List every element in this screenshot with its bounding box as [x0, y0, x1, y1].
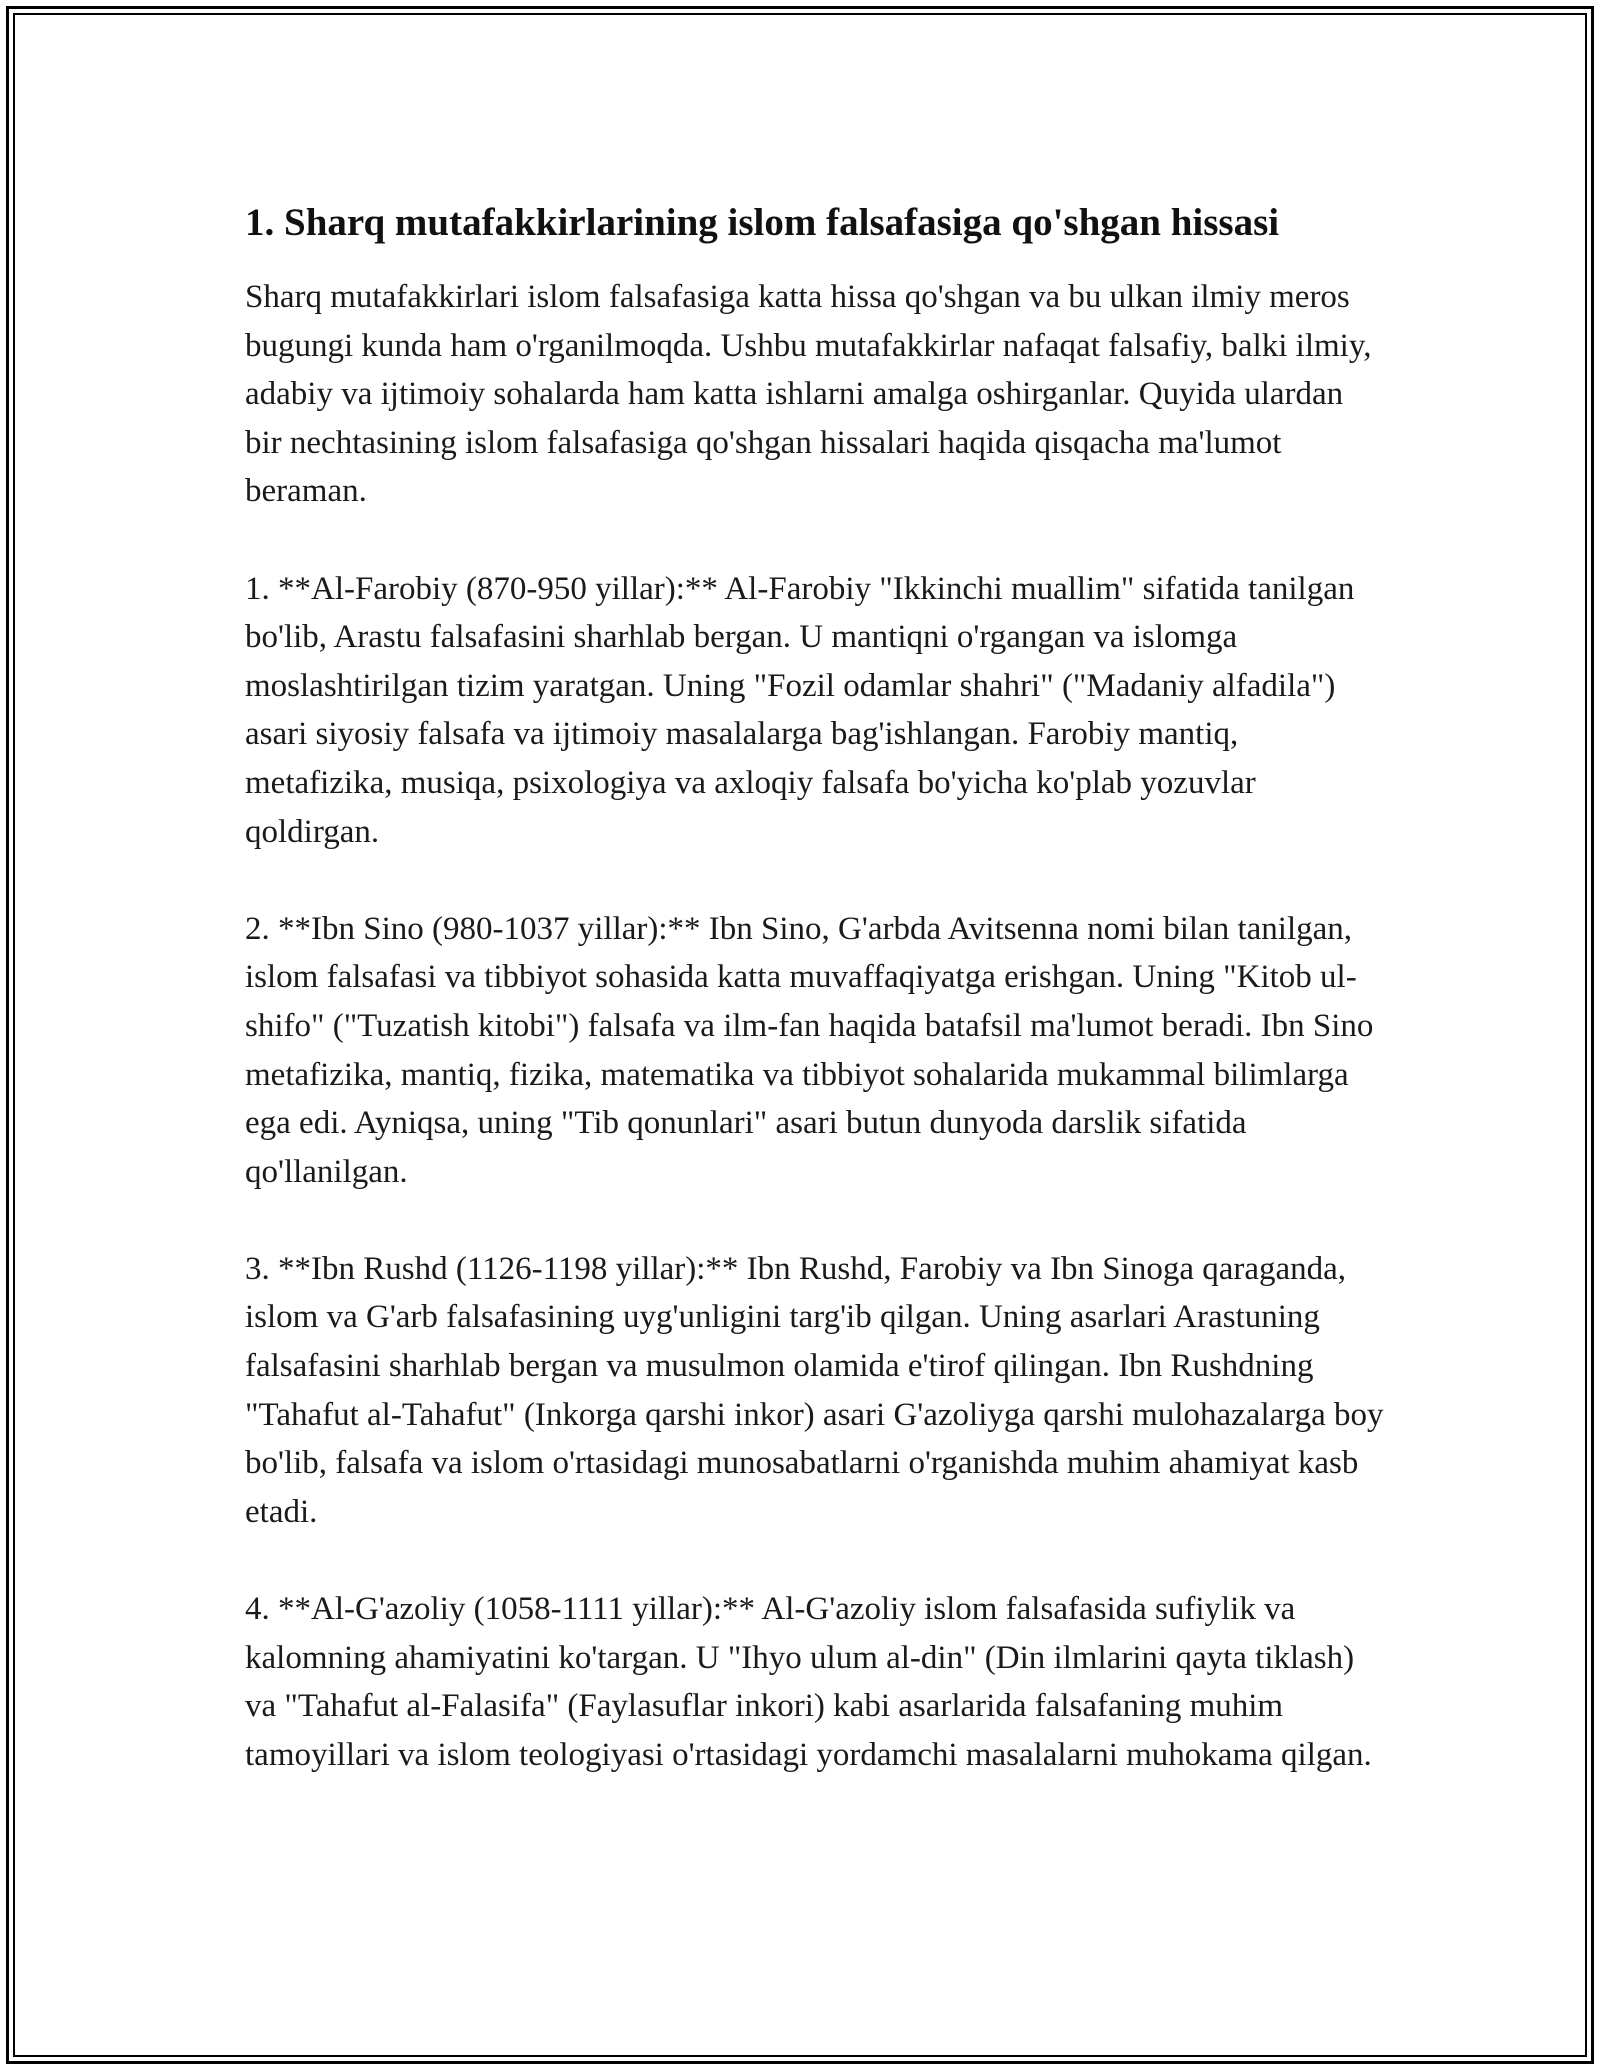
paragraph-ibn-rushd: 3. **Ibn Rushd (1126-1198 yillar):** Ibn Rushd, Farobiy va Ibn Sinoga qaraganda, islom va G'arb falsafasining uyg'unligini targ'ib qilgan. Uning asarlari Arastuning falsafasini sharhlab bergan va musulmon olamida e'tirof qilingan. Ibn Rushdning "Tahafut al-Tahafut" (Inkorga qarshi inkor) asari G'azoliyga qarshi mulohazalarga boy bo'lib, falsafa va islom o'rtasidagi munosabatlarni o'rganishda muhim ahamiyat kasb etadi. [245, 1250, 1384, 1530]
page-frame [6, 6, 1594, 2064]
document-content [245, 195, 1385, 1779]
paragraph-al-gazoliy: 4. **Al-G'azoliy (1058-1111 yillar):** Al-G'azoliy islom falsafasida sufiylik va kalomning ahamiyatini ko'targan. U "Ihyo ulum al-din" (Din ilmlarini qayta tiklash) va "Tahafut al-Falasifa" (Faylasuflar inkori) kabi asarlarida falsafaning muhim tamoyillari va islom teologiyasi o'rtasidagi yordamchi masalalarni muhokama qilgan. [245, 1591, 1372, 1773]
paragraph-ibn-sino: 2. **Ibn Sino (980-1037 yillar):** Ibn Sino, G'arbda Avitsenna nomi bilan tanilgan, islom falsafasi va tibbiyot sohasida katta muvaffaqiyatga erishgan. Uning "Kitob ul-shifo" ("Tuzatish kitobi") falsafa va ilm-fan haqida batafsil ma'lumot beradi. Ibn Sino metafizika, mantiq, fizika, matematika va tibbiyot sohalarida mukammal bilimlarga ega edi. Ayniqsa, uning "Tib qonunlari" asari butun dunyoda darslik sifatida qo'llanilgan. [245, 910, 1374, 1190]
intro-paragraph: Sharq mutafakkirlari islom falsafasiga katta hissa qo'shgan va bu ulkan ilmiy meros bugungi kunda ham o'rganilmoqda. Ushbu mutafakkirlar nafaqat falsafiy, balki ilmiy, adabiy va ijtimoiy sohalarda ham katta ishlarni amalga oshirganlar. Quyida ulardan bir nechtasining islom falsafasiga qo'shgan hissalari haqida qisqacha ma'lumot beraman. [245, 279, 1372, 510]
document-title: 1. Sharq mutafakkirlarining islom falsafasiga qo'shgan hissasi [245, 201, 1280, 244]
paragraph-al-farobiy: 1. **Al-Farobiy (870-950 yillar):** Al-Farobiy "Ikkinchi muallim" sifatida tanilgan bo'lib, Arastu falsafasini sharhlab bergan. U mantiqni o'rgangan va islomga moslashtirilgan tizim yaratgan. Uning "Fozil odamlar shahri" ("Madaniy alfadila") asari siyosiy falsafa va ijtimoiy masalalarga bag'ishlangan. Farobiy mantiq, metafizika, musiqa, psixologiya va axloqiy falsafa bo'yicha ko'plab yozuvlar qoldirgan. [245, 570, 1355, 850]
